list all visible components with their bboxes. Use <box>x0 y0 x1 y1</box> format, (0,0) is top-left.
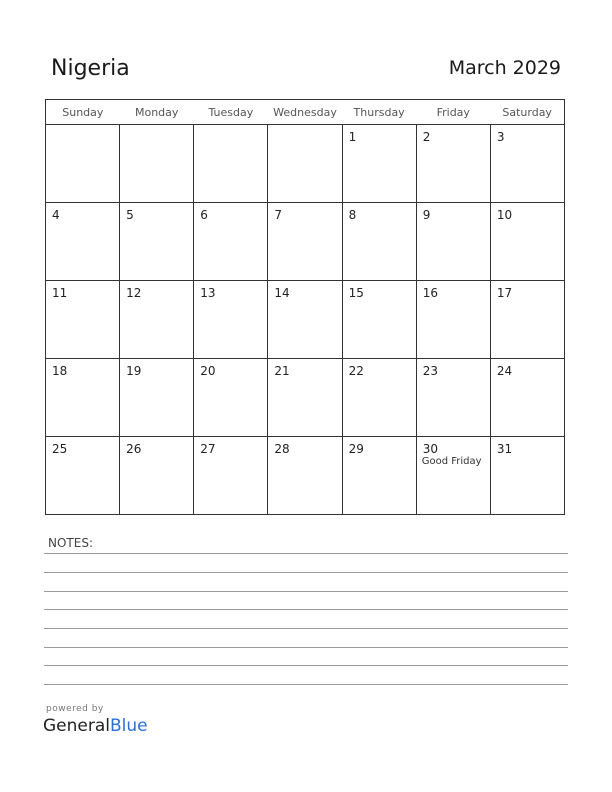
day-number: 30 <box>422 442 438 456</box>
day-cell <box>268 359 342 437</box>
day-number: 25 <box>52 442 68 456</box>
brand-logo <box>43 716 148 736</box>
day-number: 13 <box>200 286 216 300</box>
day-cell <box>120 281 194 359</box>
day-number: 22 <box>348 364 364 378</box>
day-cell <box>120 359 194 437</box>
day-cell <box>268 203 342 281</box>
day-cell <box>194 359 268 437</box>
day-cell <box>490 203 564 281</box>
day-cell <box>194 203 268 281</box>
day-number: 5 <box>126 208 134 222</box>
day-cell <box>490 437 564 515</box>
week-row <box>46 437 565 515</box>
day-number: 15 <box>348 286 364 300</box>
calendar-grid <box>45 99 565 515</box>
day-cell <box>342 281 416 359</box>
weekday-sunday: Sunday <box>46 100 120 125</box>
weekday-wednesday: Wednesday <box>268 100 342 125</box>
notes-label: NOTES: <box>48 536 93 550</box>
notes-line <box>44 665 568 666</box>
day-cell <box>268 125 342 203</box>
month-year-title: March 2029 <box>448 57 561 79</box>
day-cell <box>46 203 120 281</box>
powered-by-label: powered by <box>46 704 104 714</box>
day-cell <box>268 437 342 515</box>
day-cell <box>490 281 564 359</box>
week-row <box>46 125 565 203</box>
weekday-tuesday: Tuesday <box>194 100 268 125</box>
day-cell <box>46 359 120 437</box>
weekday-friday: Friday <box>416 100 490 125</box>
notes-line <box>44 572 568 573</box>
day-cell <box>120 203 194 281</box>
week-row <box>46 359 565 437</box>
weekday-monday: Monday <box>120 100 194 125</box>
day-number: 3 <box>496 130 505 144</box>
day-number: 29 <box>348 442 364 456</box>
day-cell <box>194 125 268 203</box>
day-cell <box>490 359 564 437</box>
brand-name-part1: General <box>43 716 110 736</box>
day-cell <box>46 281 120 359</box>
holiday-label: Good Friday <box>421 456 482 467</box>
brand-name-part2: Blue <box>110 716 148 736</box>
day-cell <box>416 203 490 281</box>
day-number: 14 <box>274 286 290 300</box>
day-cell <box>342 203 416 281</box>
day-number: 17 <box>496 286 513 300</box>
day-number: 16 <box>422 286 438 300</box>
day-number: 1 <box>348 130 357 144</box>
day-cell <box>46 437 120 515</box>
day-cell <box>416 359 490 437</box>
day-cell <box>490 125 564 203</box>
day-cell <box>46 125 120 203</box>
day-number: 6 <box>200 208 208 222</box>
day-number: 7 <box>274 208 283 222</box>
day-cell <box>120 125 194 203</box>
day-cell <box>416 125 490 203</box>
week-row <box>46 281 565 359</box>
day-cell <box>416 281 490 359</box>
day-cell <box>416 437 490 515</box>
day-number: 2 <box>422 130 431 144</box>
day-number: 31 <box>496 442 513 456</box>
day-number: 27 <box>200 442 216 456</box>
day-number: 24 <box>496 364 513 378</box>
day-cell <box>342 359 416 437</box>
week-row <box>46 203 565 281</box>
day-number: 8 <box>348 208 357 222</box>
day-cell <box>194 437 268 515</box>
day-number: 11 <box>52 286 68 300</box>
day-number: 19 <box>126 364 142 378</box>
day-number: 26 <box>126 442 142 456</box>
notes-line <box>44 553 568 554</box>
day-number: 18 <box>52 364 68 378</box>
day-number: 9 <box>422 208 431 222</box>
day-number: 10 <box>496 208 513 222</box>
notes-line <box>44 591 568 592</box>
day-cell <box>120 437 194 515</box>
weekday-saturday: Saturday <box>490 100 564 125</box>
day-cell <box>268 281 342 359</box>
day-number: 23 <box>422 364 438 378</box>
day-number: 28 <box>274 442 290 456</box>
day-number: 20 <box>200 364 216 378</box>
notes-line <box>44 609 568 610</box>
day-number: 12 <box>126 286 142 300</box>
day-cell <box>342 125 416 203</box>
weekday-header-row <box>46 100 565 125</box>
day-cell <box>342 437 416 515</box>
day-number: 21 <box>274 364 290 378</box>
notes-line <box>44 628 568 629</box>
day-cell <box>194 281 268 359</box>
notes-line <box>44 647 568 648</box>
notes-line <box>44 684 568 685</box>
day-number: 4 <box>52 208 60 222</box>
weekday-thursday: Thursday <box>342 100 416 125</box>
country-title: Nigeria <box>51 56 130 81</box>
